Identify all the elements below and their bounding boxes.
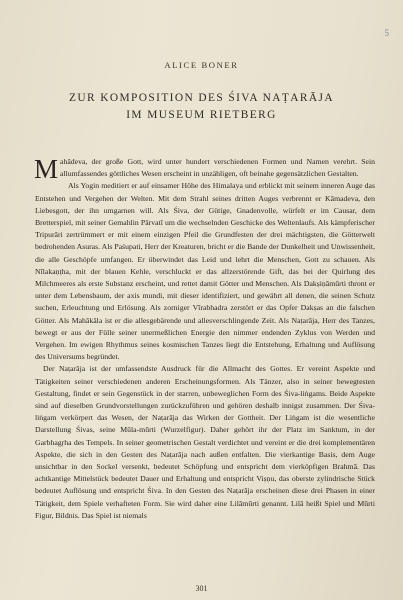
pencil-mark: 5 (384, 28, 389, 38)
paragraph-1-text: ahâdeva, der große Gott, wird unter hundert verschiedenen Formen und Namen verehrt. Sein allumfassendes göttliches Wesen erscheint in unzähligen, oft beinahe gegensätzlichen Gestalten. (60, 157, 375, 179)
title-line-1: ZUR KOMPOSITION DES ŚIVA NAṬARĀJA (69, 92, 334, 104)
title-line-2: IM MUSEUM RIETBERG (126, 109, 277, 121)
article-title (40, 90, 363, 124)
paragraph-1 (34, 154, 375, 184)
paragraph-2: Als Yogin meditiert er auf einsamer Höhe des Himalaya und erblickt mit seinem inneren Auge das Entstehen und Vergehen der Welten. Mit dem Strahl seines dritten Auges verbrennt er Kāmadeva, den Liebesgott, der ihn umgarnen will. Als Śiva, der Gütige, Gnadenvolle, würfelt er im Causar, dem Bretterspiel, mit seiner Gemahlin Pārvatī um die wechselnden Geschicke des Weltenlaufs. Als kämpferischer Tripurāri zertrümmert er mit einem einzigen Pfeil die Grundfesten der drei mächtigsten, die Götterwelt bedrohenden Asuras. Als Paśupati, Herr der Kreaturen, bricht er die Bande der Dunkelheit und Unwissenheit, die alle Geschöpfe umfangen. Er überwindet das Leid und lehrt die Menschen, Gott zu schauen. Als Nīlakaṇṭha, mit der blauen Kehle, verschluckt er das allzerstörende Gift, das bei der Quirlung des Milchmeeres als erste Substanz erscheint, und rettet damit Götter und Menschen. Als Dakṣiṇāmūrti thront er unter dem Lebensbaum, der axis mundi, mit dieser identifiziert, und gewährt all denen, die seinen Schutz suchen, Erleuchtung und Erlösung. Als zorniger Vīrabhadra zerstört er das Opfer Dakṣas an die falschen Götter. Als Mahākāla ist er die allesgebärende und allesverschlingende Zeit. Als Naṭarāja, Herr des Tanzes, bewegt er aus der Fülle seiner unermeßlichen Energie den nimmer endenden Zyklus von Werden und Vergehen. Im ewigen Rhythmus seines kosmischen Tanzes liegt die Entstehung, Erhaltung und Auflösung des Universums begründet. (35, 181, 375, 362)
author-name: ALICE BONER (164, 60, 239, 70)
paragraph-3: Der Naṭarāja ist der umfassendste Ausdruck für die Allmacht des Gottes. Er vereint Aspekte und Tätigkeiten seiner verschiedenen anderen Erscheinungsformen. Als Tänzer, also in seiner bewegtesten Gestaltung, findet er sein Gegenstück in der starren, unbeweglichen Form des Śiva-liṅgams. Beide Aspekte sind auf dieselben Grundvorstellungen zurückzuführen und gehören deshalb innigst zusammen. Der Śiva-liṅgam verkörpert das Wesen, der Naṭarāja das Wirken der Gottheit. Der Liṅgam ist die wesentliche Darstellung Śivas, seine Mūla-mūrti (Wurzelfigur). Daher gehört ihr der Platz im Sanktum, in der Garbhagṛha des Tempels. In seiner geometrischen Gestalt verdichtet und vereint er die drei komplementären Aspekte, die sich in den Gesten des Naṭarāja nach außen entfalten. Die vierkantige Basis, dem Auge unsichtbar in den Sockel versenkt, bedeutet Schöpfung und entspricht dem vierköpfigen Brahmā. Das achtkantige Mittelstück bedeutet Dauer und Erhaltung und entspricht Viṣṇu, das oberste zylindrische Stück bedeutet Auflösung und entspricht Śiva. In den Gesten des Naṭarāja erscheinen diese drei Phasen in einer Tätigkeit, dem Spiele verhafteten Form. Sie wird daher eine Lilāmūrti genannt. Lilā heißt Spiel und Mūrti Figur, Bildnis. Das Spiel ist niemals (35, 364, 375, 520)
article-body (35, 156, 375, 522)
drop-cap: M (34, 154, 59, 184)
page-number: 301 (195, 584, 208, 593)
